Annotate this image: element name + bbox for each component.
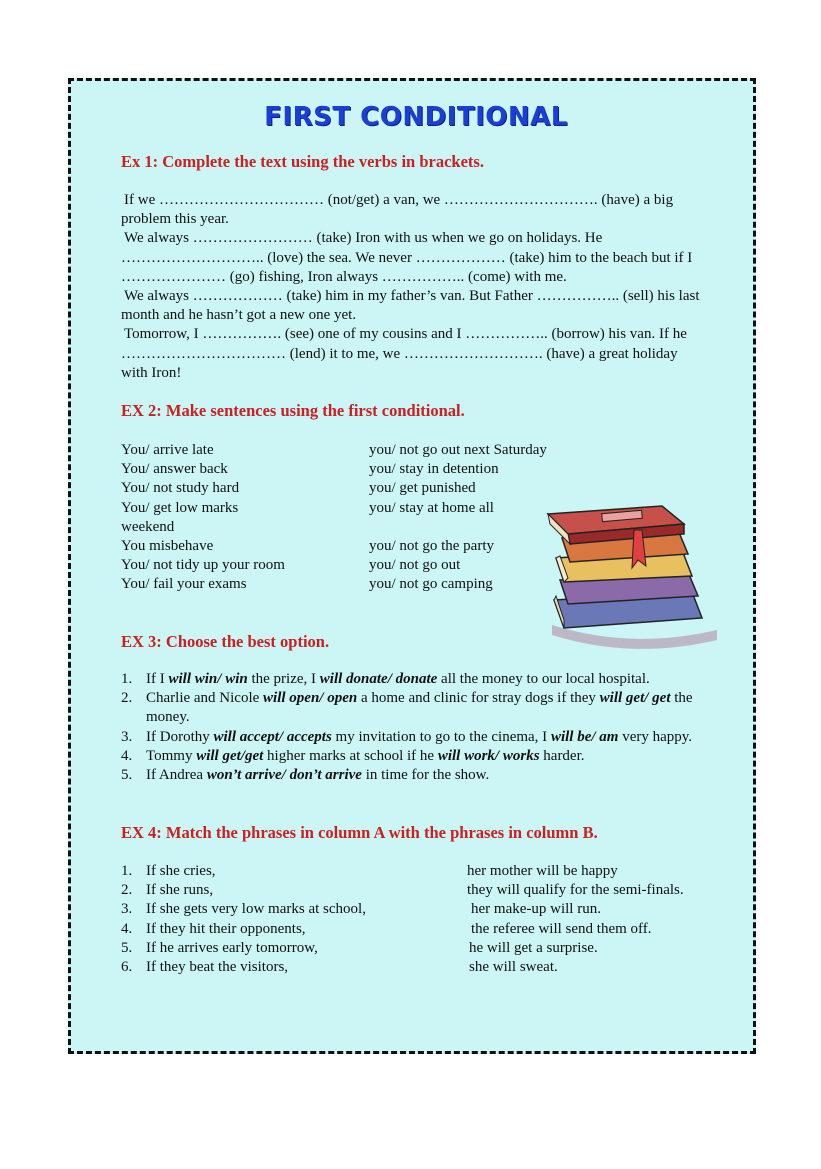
ex4-phrase-a: If she runs, [146, 882, 214, 899]
ex4-phrase-a: If they beat the visitors, [146, 958, 289, 975]
ex2-col-b: you/ not go camping [369, 576, 493, 593]
item-text: in time for the show. [361, 767, 490, 784]
ex1-paragraph: Tomorrow, I ……………. (see) one of my cousins and I …………….. (borrow) his van. If he …………………………… (lend) it to me, we ………………………. (have) a great holiday with Iron! [121, 326, 687, 381]
ex2-col-b: you/ stay in detention [369, 461, 499, 478]
ex4-phrase-a: If she gets very low marks at school, [146, 901, 366, 918]
ex3-item [121, 747, 721, 766]
ex1-text [121, 191, 706, 383]
ex4-col-a [121, 939, 318, 958]
item-text: harder. [539, 747, 585, 764]
ex4-col-a [121, 862, 216, 881]
item-text: higher marks at school if he [263, 747, 438, 764]
option-choice: will work/ works [437, 747, 540, 764]
ex4-col-b: she will sweat. [469, 958, 558, 975]
ex2-col-b: you/ get punished [369, 480, 476, 497]
ex2-col-a: You/ fail your exams [121, 576, 247, 593]
item-number: 4. [121, 747, 133, 764]
ex4-col-a [121, 958, 289, 977]
ex2-col-a: You/ answer back [121, 461, 228, 478]
ex3-list [121, 670, 721, 785]
option-choice: will get/ get [599, 690, 671, 707]
ex4-col-b: the referee will send them off. [471, 920, 652, 937]
ex4-col-a [121, 900, 366, 919]
ex4-phrase-a: If he arrives early tomorrow, [146, 939, 318, 956]
item-text: very happy. [618, 728, 693, 745]
ex2-col-a: You/ get low marks [121, 499, 239, 516]
ex2-col-b: you/ not go out [369, 557, 461, 574]
ex4-col-b: he will get a surprise. [469, 939, 598, 956]
ex2-col-b: you/ stay at home all [369, 499, 494, 516]
ex2-col-b: you/ not go the party [369, 537, 494, 554]
item-number: 3. [121, 728, 133, 745]
item-number: 6. [121, 958, 133, 975]
ex3-item [121, 670, 721, 689]
ex1-paragraph: If we …………………………… (not/get) a van, we …………………………. (have) a big problem this year. [121, 192, 674, 228]
item-number: 1. [121, 671, 133, 687]
item-number: 2. [121, 882, 133, 899]
ex4-phrase-a: If she cries, [146, 863, 216, 879]
option-choice: will get/get [196, 747, 264, 764]
item-text: the money. [146, 690, 693, 726]
item-number: 5. [121, 767, 133, 784]
option-choice: will be/ am [550, 728, 619, 745]
item-text: If Dorothy [146, 728, 214, 745]
option-choice: won’t arrive/ don’t arrive [206, 767, 362, 784]
option-choice: will win/ win [168, 671, 248, 687]
item-text: a home and clinic for stray dogs if they [357, 690, 600, 707]
ex2-col-b-continued: weekend [121, 518, 175, 535]
option-choice: will donate/ donate [319, 671, 438, 687]
item-text: the prize, I [247, 671, 320, 687]
ex2-heading: EX 2: Make sentences using the first conditional. [121, 401, 465, 420]
item-text: Charlie and Nicole [146, 690, 264, 707]
stack-of-books-icon [542, 500, 722, 650]
ex4-col-b: her make-up will run. [471, 901, 601, 918]
ex3-item [121, 766, 721, 785]
item-number: 3. [121, 901, 133, 918]
option-choice: will accept/ accepts [213, 728, 332, 745]
item-text: all the money to our local hospital. [437, 671, 650, 687]
ex2-col-b: you/ not go out next Saturday [369, 442, 547, 458]
item-number: 2. [121, 690, 133, 707]
item-text: If I [146, 671, 169, 687]
ex4-col-b: they will qualify for the semi-finals. [467, 882, 684, 899]
item-number: 1. [121, 863, 133, 879]
ex4-phrase-a: If they hit their opponents, [146, 920, 306, 937]
option-choice: will open/ open [263, 690, 358, 707]
item-text: Tommy [146, 747, 197, 764]
item-text: If Andrea [146, 767, 207, 784]
page-title: FIRST CONDITIONAL [264, 102, 568, 132]
ex2-col-a: You/ arrive late [121, 442, 214, 458]
item-number: 4. [121, 920, 133, 937]
ex2-col-a: You misbehave [121, 537, 214, 554]
ex3-heading: EX 3: Choose the best option. [121, 632, 330, 651]
ex4-col-a [121, 881, 214, 900]
books-shadow [552, 625, 717, 649]
ex3-item [121, 689, 721, 727]
ex2-col-a: You/ not tidy up your room [121, 557, 285, 574]
ex3-item [121, 728, 721, 747]
ex1-paragraph: We always ……………… (take) him in my father’s van. But Father …………….. (sell) his last month and he hasn’t got a new one yet. [121, 288, 700, 324]
ex4-heading: EX 4: Match the phrases in column A with the phrases in column B. [121, 823, 598, 842]
ex1-paragraph: We always …………………… (take) Iron with us when we go on holidays. He ……………………….. (love) the sea. We never ……………… (take) him to the beach but if I ………………… (go) fishing, Iron always …………….. (come) with me. [121, 230, 693, 285]
ex4-col-a [121, 920, 306, 939]
item-number: 5. [121, 939, 133, 956]
ex4-col-b: her mother will be happy [467, 863, 618, 879]
ex1-heading: Ex 1: Complete the text using the verbs in brackets. [121, 152, 484, 171]
ex2-col-a: You/ not study hard [121, 480, 240, 497]
item-text: my invitation to go to the cinema, I [331, 728, 551, 745]
